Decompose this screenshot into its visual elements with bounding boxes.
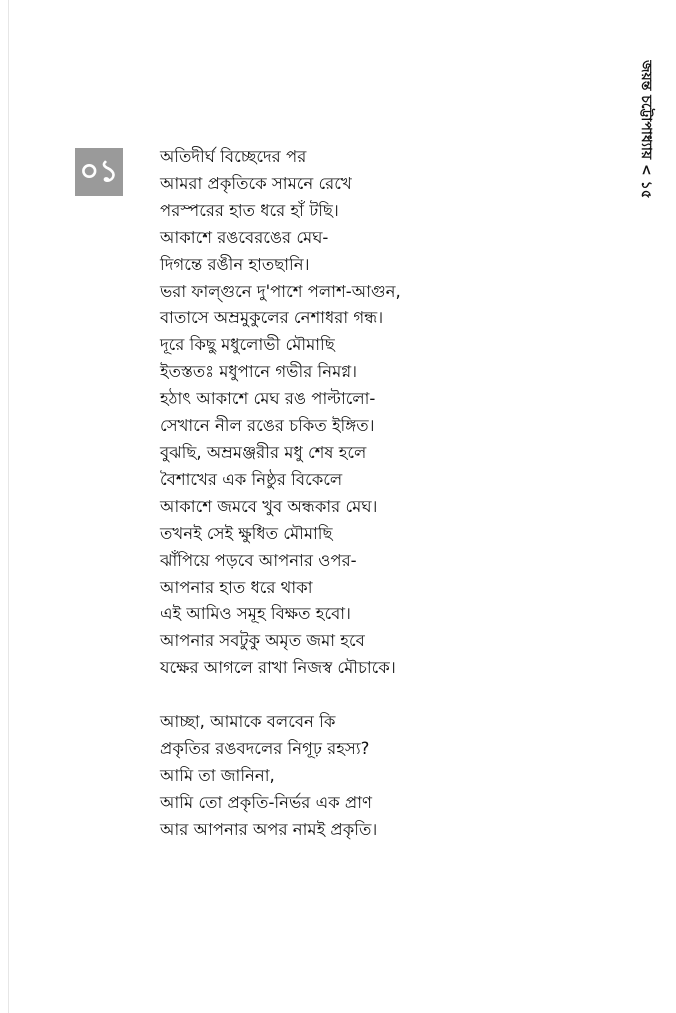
poem-number: ০১ xyxy=(75,148,123,196)
poem-line: আকাশে রঙবেরঙের মেঘ- xyxy=(160,227,329,247)
poem-line: ইতস্ততঃ মধুপানে গভীর নিমগ্ন। xyxy=(160,362,358,382)
poem-line: বুঝছি, অম্রমঞ্জরীর মধু শেষ হলে xyxy=(160,442,367,462)
poem-line: বৈশাখের এক নিষ্ঠুর বিকেলে xyxy=(160,469,343,489)
poem-line: প্রকৃতির রঙবদলের নিগূঢ় রহস্য? xyxy=(160,738,370,758)
poem-line: দূরে কিছু মধুলোভী মৌমাছি xyxy=(160,335,335,355)
poem-line: আপনার হাত ধরে থাকা xyxy=(160,577,313,597)
poem-line: আমি তো প্রকৃতি-নির্ভর এক প্রাণ xyxy=(160,792,372,812)
poem-line: আমি তা জানিনা, xyxy=(160,765,275,785)
poem-line: অতিদীর্ঘ বিচ্ছেদের পর xyxy=(160,147,307,166)
poem-line: হঠাৎ আকাশে মেঘ রঙ পাল্টালো- xyxy=(160,389,376,409)
poem-line: আচ্ছা, আমাকে বলবেন কি xyxy=(160,712,336,732)
poem-line: এই আমিও সমূহ বিক্ষত হবো। xyxy=(160,604,351,624)
running-header: জয়ন্ত চট্টোপাধ্যায় < ১৫ xyxy=(638,60,654,199)
poem-line: ঝাঁপিয়ে পড়বে আপনার ওপর- xyxy=(160,550,357,570)
poem-line: ভরা ফাল্গুনে দু'পাশে পলাশ-আগুন, xyxy=(160,281,401,301)
stanza xyxy=(160,709,600,844)
poem-line: আমরা প্রকৃতিকে সামনে রেখে xyxy=(160,173,352,193)
poem-line: যক্ষের আগলে রাখা নিজস্ব মৌচাকে। xyxy=(160,658,396,678)
poem-line: তখনই সেই ক্ষুধিত মৌমাছি xyxy=(160,523,333,543)
poem-line: আপনার সবটুকু অমৃত জমা হবে xyxy=(160,631,365,651)
poem-line: পরস্পরের হাত ধরে হাঁ টছি। xyxy=(160,200,339,220)
poem-body xyxy=(160,144,600,844)
poem-line: বাতাসে অম্রমুকুলের নেশাধরা গন্ধ। xyxy=(160,308,384,328)
page-edge xyxy=(0,0,9,1013)
stanza xyxy=(160,144,600,682)
poem-line: আকাশে জমবে খুব অন্ধকার মেঘ। xyxy=(160,496,378,516)
poem-line: আর আপনার অপর নামই প্রকৃতি। xyxy=(160,819,378,839)
poem-line: দিগন্তে রঙীন হাতছানি। xyxy=(160,254,310,274)
poem-line: সেখানে নীল রঙের চকিত ইঙ্গিত। xyxy=(160,416,375,436)
